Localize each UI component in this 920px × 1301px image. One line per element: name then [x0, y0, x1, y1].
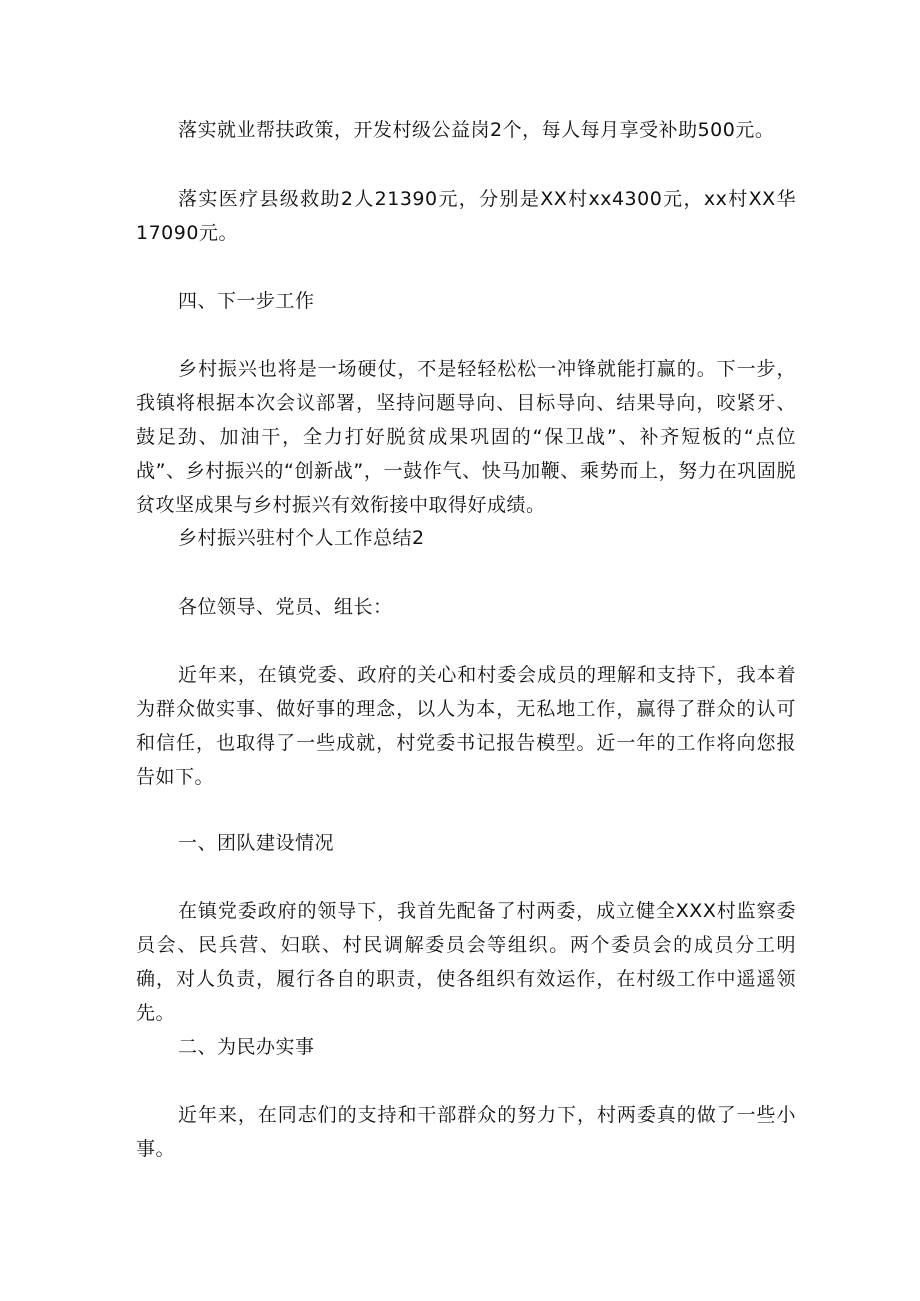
section-heading-practical-work: 二、为民办实事 — [178, 1036, 315, 1058]
paragraph-medical-assistance: 落实医疗县级救助2人21390元，分别是XX村xx4300元，xx村XX华17090元。 — [136, 188, 796, 244]
paragraph-team-building: 在镇党委政府的领导下，我首先配备了村两委，成立健全XXX村监察委员会、民兵营、妇联、村民调解委员会等组织。两个委员会的成员分工明确，对人负责，履行各自的职责，使各组织有效运作，在村级工作中遥遥领先。 — [136, 900, 796, 1024]
section-heading-next-steps: 四、下一步工作 — [178, 290, 315, 312]
paragraph-introduction: 近年来，在镇党委、政府的关心和村委会成员的理解和支持下，我本着为群众做实事、做好事的理念，以人为本，无私地工作，赢得了群众的认可和信任，也取得了一些成就，村党委书记报告模型。近一年的工作将向您报告如下。 — [136, 664, 796, 788]
document-title-summary-2: 乡村振兴驻村个人工作总结2 — [178, 527, 425, 549]
salutation: 各位领导、党员、组长： — [178, 596, 393, 618]
paragraph-employment-assistance: 落实就业帮扶政策，开发村级公益岗2个，每人每月享受补助500元。 — [178, 119, 775, 141]
section-heading-team-building: 一、团队建设情况 — [178, 832, 335, 854]
paragraph-next-steps: 乡村振兴也将是一场硬仗，不是轻轻松松一冲锋就能打赢的。下一步，我镇将根据本次会议部署，坚持问题导向、目标导向、结果导向，咬紧牙、鼓足劲、加油干，全力打好脱贫成果巩固的“保卫战”、补齐短板的“点位战”、乡村振兴的“创新战”，一鼓作气、快马加鞭、乘势而上，努力在巩固脱贫攻坚成果与乡村振兴有效衔接中取得好成绩。 — [136, 358, 796, 516]
paragraph-practical-work: 近年来，在同志们的支持和干部群众的努力下，村两委真的做了一些小事。 — [136, 1104, 796, 1160]
